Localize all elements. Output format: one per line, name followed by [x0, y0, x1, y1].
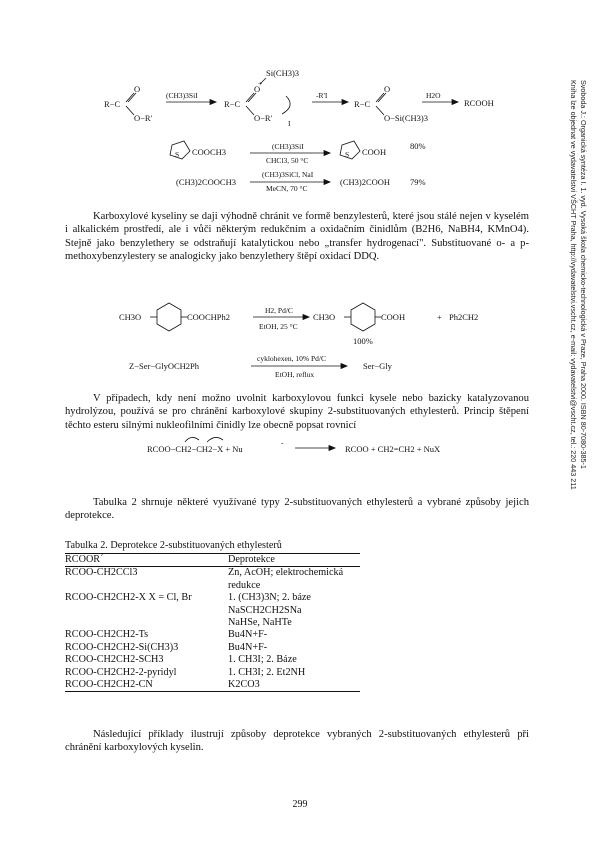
ester-cell: RCOO-CH2CH2-Ts: [65, 629, 149, 641]
ester-cell: RCOO-CH2CH2-Si(CH3)3: [65, 641, 179, 653]
ester-cell: RCOO-CH2CH2-X X = Cl, Br: [65, 592, 192, 604]
table-row: [65, 667, 360, 679]
deprotection-cell: 1. (CH3)3N; 2. báze: [228, 592, 311, 604]
thiophene-s-1: S: [175, 150, 180, 159]
paragraph-2-substituted-esters-text: V případech, kdy není možno uvolnit karboxylovou funkci kysele nebo bazicky katalyzovanou hydrolýzou, používá se pro chránění karboxylové skupiny 2-substituovaných ethylesterů. Princip štěpení těchto esteru silnými nukleofilními činidly lze obecně popsat rovnicí: [65, 393, 529, 431]
deprotection-cell: Zn, AcOH; elektrochemická redukce: [228, 567, 344, 591]
ester-cell: [65, 605, 228, 617]
row2-yield: 79%: [410, 177, 426, 187]
header-deprotection: Deprotekce: [228, 554, 360, 567]
ester-1-rc: R−C: [104, 99, 121, 109]
scheme-transfer-hydrogenation: [125, 348, 485, 380]
hydrogenolysis-conditions: EtOH, 25 °C: [259, 322, 298, 331]
ester-2-plus: +: [258, 79, 263, 88]
nucleophile-charge: -: [281, 438, 284, 447]
scheme-tmsi-examples: [160, 135, 460, 195]
deprotection-cell: NaHSe, NaHTe: [228, 617, 292, 629]
ester-1-or: O−R': [134, 113, 153, 123]
table-caption: Tabulka 2. Deprotekce 2-substituovaných ethylesterů: [65, 540, 282, 551]
side-note-line-2: Kniha lze objednat ve vydavatelství VŠCHT Praha, http://vydavatelstvi.vscht.cz, e-mail: vydavatelstvi@vscht.cz, tel.: 220 443 211: [569, 80, 578, 490]
ester-cell: [65, 617, 228, 629]
row2-product: (CH3)2COOH: [340, 177, 391, 187]
scheme-hydrogenolysis: [115, 298, 515, 348]
deprotection-cell: Bu4N+F-: [228, 629, 268, 641]
product-methoxy: CH3O: [313, 312, 336, 322]
row1-yield: 80%: [410, 141, 426, 151]
ester-3-o: O: [384, 84, 391, 94]
deprotection-cell: Bu4N+F-: [228, 641, 268, 653]
table-row: [65, 654, 360, 666]
product-rcooh: RCOOH: [464, 98, 494, 108]
ester-2-rc: R−C: [224, 99, 241, 109]
hydrogenolysis-reagent: H2, Pd/C: [265, 306, 293, 315]
ester-2-o: O: [254, 84, 261, 94]
product-acid: COOH: [381, 312, 406, 322]
deprotection-cell: K2CO3: [228, 679, 360, 692]
thiophene-ester: COOCH3: [192, 147, 227, 157]
ester-1-o: O: [134, 84, 141, 94]
paragraph-benzyl-esters-text: Karboxylové kyseliny se daji výhodně chránit ve formě benzylesterů, které jsou stálé nejen v kyselém i alkalickém prostředí, ale i vůči některým redukčním a oxidačním činidlům (B2H6, NaBH4, KMnO4). Stejně jako benzylethery se odstraňují katalytickou nebo „transfer hydrogenací". Substituované o- a p-methoxybenzylestery se analogicky jako benzylethery štěpí oxidací DDQ.: [65, 211, 529, 262]
scheme-general-cleavage: [145, 432, 485, 462]
table-row: [65, 679, 360, 692]
paragraph-examples: [65, 728, 529, 755]
paragraph-table-intro: [65, 496, 529, 523]
table-row: [65, 567, 360, 592]
cleavage-reactants: RCOO−CH2−CH2−X + Nu: [147, 444, 243, 454]
byproduct-diphenylmethane: Ph2CH2: [449, 312, 479, 322]
table-row: [65, 642, 360, 654]
peptide-ester: Z−Ser−GlyOCH2Ph: [129, 361, 200, 371]
table-row: [65, 605, 360, 617]
deprotection-cell: 1. CH3I; 2. Báze: [228, 654, 297, 666]
deprotection-cell: NaSCH2CH2SNa: [228, 604, 302, 616]
deprotection-cell: 1. CH3I; 2. Et2NH: [228, 666, 306, 678]
table-header-row: [65, 554, 360, 567]
transfer-reagent: cyklohexen, 10% Pd/C: [257, 354, 326, 363]
side-note-line-1: Svoboda J.: Organická syntéza I. 1. vyd. Vysoká škola chemicko-technologická v Praze, Praha 2000. ISBN 80-7080-385-1: [579, 80, 588, 469]
iodide-ion: I: [288, 119, 291, 128]
ester-cell: RCOO-CH2CCl3: [65, 567, 138, 579]
cleavage-products: RCOO + CH2=CH2 + NuX: [345, 444, 441, 454]
deprotection-table: [65, 553, 360, 692]
ester-2-si: Si(CH3)3: [266, 68, 300, 78]
peptide-product: Ser−Gly: [363, 361, 392, 371]
table-row: [65, 592, 360, 604]
ester-cell: RCOO-CH2CH2-SCH3: [65, 654, 164, 666]
scheme-silyl-cleavage: [100, 62, 540, 132]
paragraph-table-intro-text: Tabulka 2 shrnuje některé využívané typy 2-substituovaných ethylesterů a vybrané způsoby jejich deprotekce.: [65, 497, 529, 522]
hydrogenolysis-yield: 100%: [353, 336, 373, 346]
thiophene-acid: COOH: [362, 147, 387, 157]
thiophene-s-2: S: [345, 150, 350, 159]
page-number: 299: [292, 799, 308, 810]
plus-sign: +: [437, 312, 442, 322]
minus-ri: -R'I: [316, 91, 328, 100]
reagent-tmsi: (CH3)3SiI: [166, 91, 198, 100]
ester-cell: RCOO-CH2CH2-CN: [65, 679, 228, 692]
paragraph-benzyl-esters: [65, 210, 529, 263]
silyl-ester: O−Si(CH3)3: [384, 113, 428, 123]
table-row: [65, 629, 360, 641]
ester-3-rc: R−C: [354, 99, 371, 109]
row1-reagent: (CH3)3SiI: [272, 142, 304, 151]
row2-starting-material: (CH3)2COOCH3: [176, 177, 236, 187]
reagent-h2o: H2O: [426, 91, 441, 100]
ester-2-or: O−R': [254, 113, 273, 123]
row2-conditions: MeCN, 70 °C: [266, 184, 308, 193]
paragraph-2-substituted-esters: [65, 392, 529, 432]
table-row: [65, 617, 360, 629]
paragraph-examples-text: Následující příklady ilustrují způsoby deprotekce vybraných 2-substituovaných ethylesterů při chránění karboxylových kyselin.: [65, 729, 529, 754]
sm-methoxy: CH3O: [119, 312, 142, 322]
transfer-conditions: EtOH, reflux: [275, 370, 315, 379]
row1-conditions: CHCl3, 50 °C: [266, 156, 309, 165]
ester-cell: RCOO-CH2CH2-2-pyridyl: [65, 666, 177, 678]
header-ester: RCOOR´: [65, 554, 228, 567]
sm-benzhydryl-ester: COOCHPh2: [187, 312, 230, 322]
row2-reagent: (CH3)3SiCl, NaI: [262, 170, 314, 179]
side-note: [548, 80, 588, 530]
